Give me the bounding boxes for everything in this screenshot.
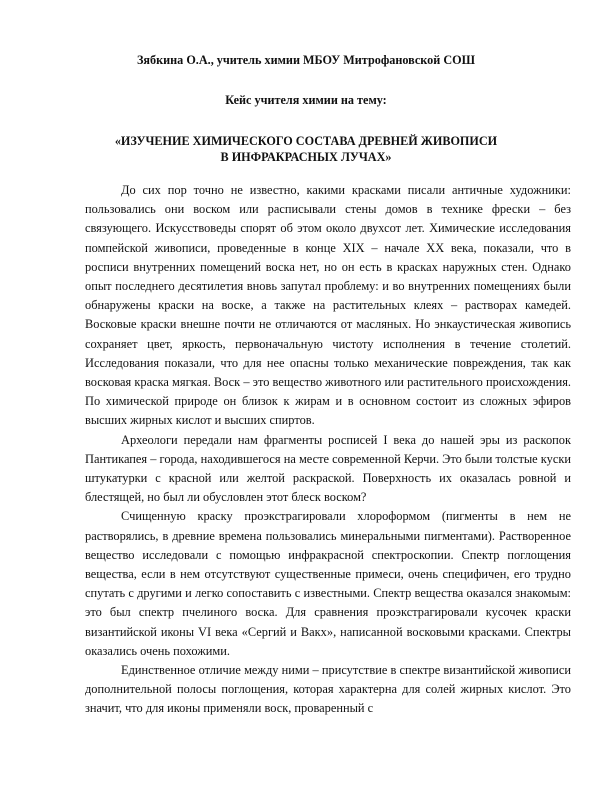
paragraph-3: Счищенную краску проэкстрагировали хлороформом (пигменты в нем не растворялись, в древние времена пользовались минеральными пигментами). Растворенное вещество исследовали с помощью инфракрасной спектроскопии. Спектр поглощения вещества, если в нем отсутствуют существенные примеси, очень специфичен, его трудно спутать с другими и легко сопоставить с известными. Спектр вещества оказался знакомым: это был спектр пчелиного воска. Для сравнения проэкстрагировали кусочек краски византийской иконы VI века «Сергий и Вакх», написанной восковыми красками. Спектры оказались очень похожими. — [85, 509, 571, 658]
title-line-2: В ИНФРАКРАСНЫХ ЛУЧАХ» — [220, 150, 392, 164]
title-line-1: «ИЗУЧЕНИЕ ХИМИЧЕСКОГО СОСТАВА ДРЕВНЕЙ ЖИВОПИСИ — [114, 134, 498, 148]
paragraph-4: Единственное отличие между ними – присутствие в спектре византийской живописи дополнительной полосы поглощения, которая характерна для солей жирных кислот. Это значит, что для иконы применяли воск, проваренный с — [85, 663, 571, 716]
case-title: Кейс учителя химии на тему: — [225, 93, 387, 107]
paragraph-1: До сих пор точно не известно, какими красками писали античные художники: пользовались они воском или расписывали стены домов в технике фрески – без связующего. Искусствоведы спорят об этом около двухсот лет. Химические исследования помпейской живописи, проведенные в конце XIX – начале XX века, показали, что в росписи внутренних помещений воска нет, но он есть в красках наружных стен. Однако опыт последнего десятилетия вновь запутал проблему: и во внутренних помещениях были обнаружены краски на воске, а также на растительных клеях – растворах камедей. Восковые краски внешне почти не отличаются от масляных. Но энкаустическая живопись сохраняет цвет, яркость, первоначальную чистоту исполнения в течение столетий. Исследования показали, что для нее опасны только механические повреждения, так как восковая краска мягкая. Воск – это вещество животного или растительного происхождения. По химической природе он близок к жирам и в основном состоит из сложных эфиров высших жирных кислот и высших спиртов. — [85, 183, 571, 428]
body-text — [85, 181, 571, 719]
paragraph-2: Археологи передали нам фрагменты росписей I века до нашей эры из раскопок Пантикапея – города, находившегося на месте современной Керчи. Это были толстые куски штукатурки с красной или желтой раскраской. Поверхность их оказалась ровной и блестящей, но был ли обусловлен этот блеск воском? — [85, 432, 571, 505]
author-line: Зябкина О.А., учитель химии МБОУ Митрофановской СОШ — [137, 53, 475, 67]
document-title — [0, 133, 612, 165]
